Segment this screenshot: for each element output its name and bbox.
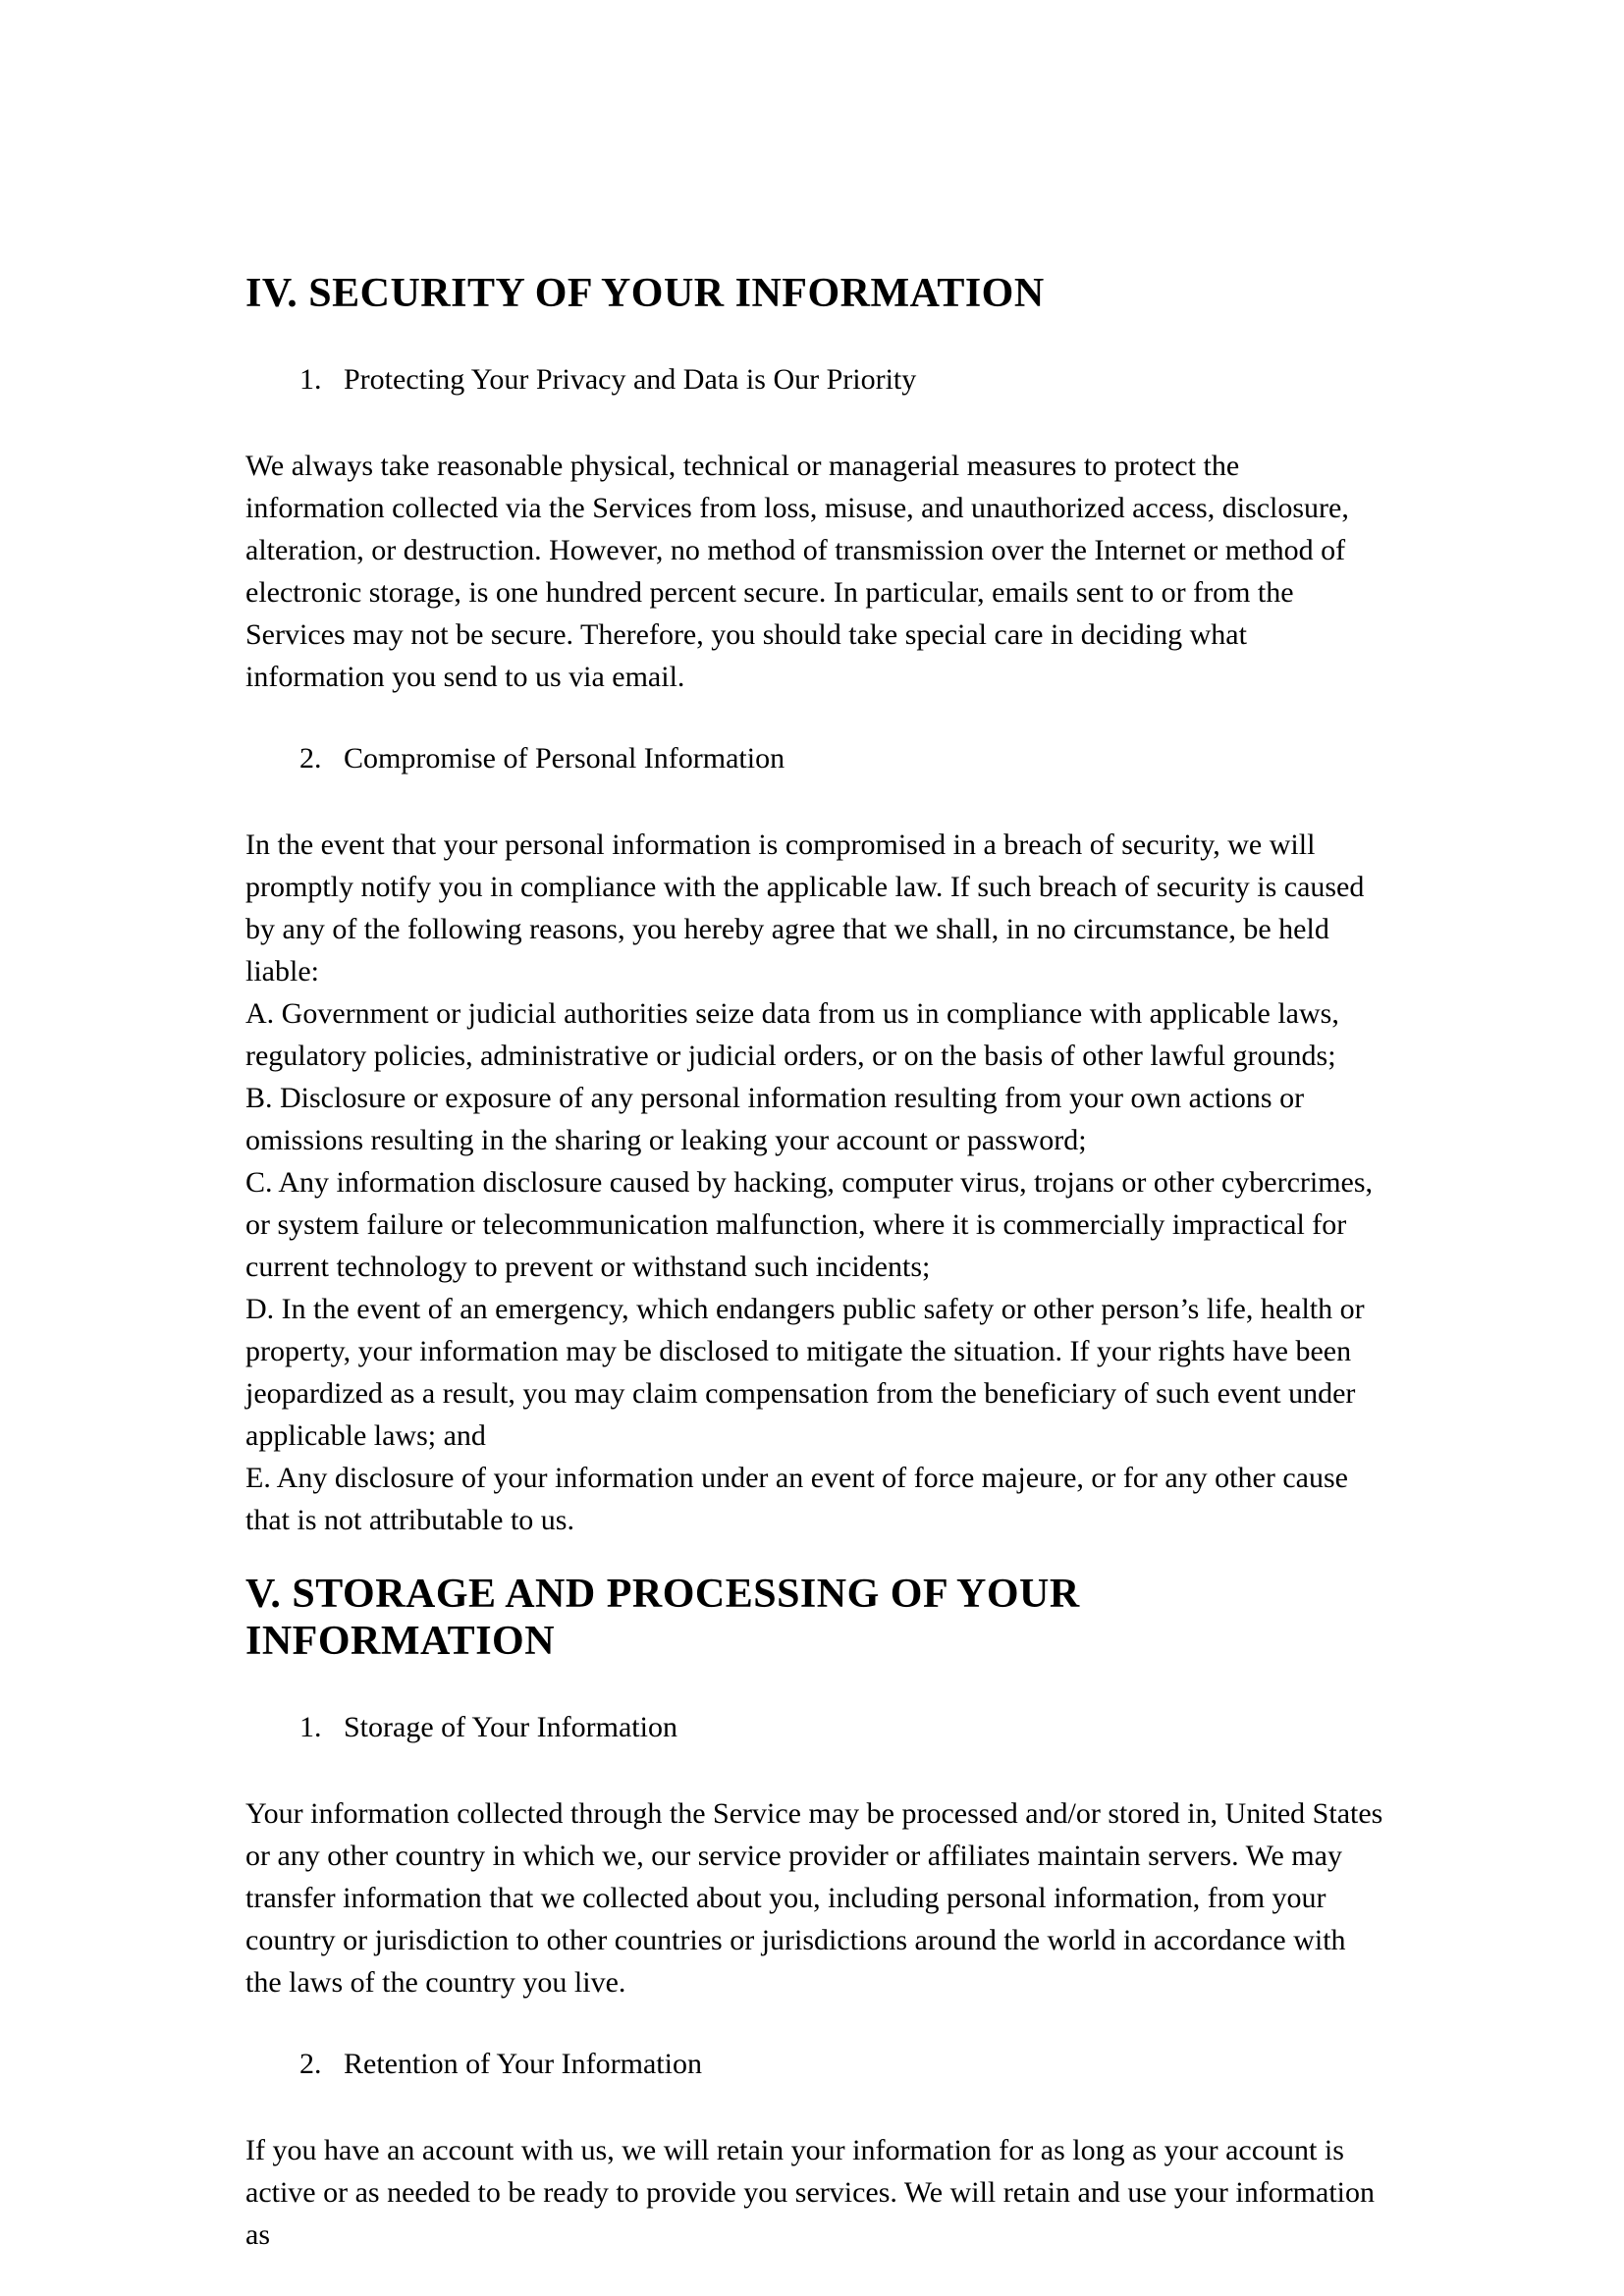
list-item-number: 1. <box>299 1711 322 1743</box>
list-item-number: 2. <box>299 742 322 774</box>
clause-e: E. Any disclosure of your information under an event of force majeure, or for any other cause that is not attributable to us. <box>245 1462 1348 1536</box>
list-item-protecting-privacy <box>299 358 1384 400</box>
list-item-label: Retention of Your Information <box>344 2048 702 2080</box>
list-item-label: Storage of Your Information <box>344 1711 677 1743</box>
paragraph-security-measures: We always take reasonable physical, technical or managerial measures to protect the information collected via the Services from loss, misuse, and unauthorized access, disclosure, alteration, or destruction. However, no method of transmission over the Internet or method of electronic storage, is one hundred percent secure. In particular, emails sent to or from the Services may not be secure. Therefore, you should take special care in deciding what information you send to us via email. <box>245 450 1349 693</box>
clause-d: D. In the event of an emergency, which endangers public safety or other person’s life, health or property, your information may be disclosed to mitigate the situation. If your rights have been jeopardized as a result, you may claim compensation from the beneficiary of such event under applicable laws; and <box>245 1293 1365 1452</box>
list-item-number: 1. <box>299 363 322 396</box>
list-item-retention <box>299 2043 1384 2085</box>
list-item-compromise <box>299 737 1384 779</box>
list-item-label: Compromise of Personal Information <box>344 742 785 774</box>
list-item-label: Protecting Your Privacy and Data is Our Priority <box>344 363 917 396</box>
list-item-number: 2. <box>299 2048 322 2080</box>
paragraph-retention: If you have an account with us, we will retain your information for as long as your account is active or as needed to be ready to provide you services. We will retain and use your information as <box>245 2134 1375 2251</box>
liability-block <box>245 824 1384 1541</box>
paragraph-breach-intro: In the event that your personal information is compromised in a breach of security, we will promptly notify you in compliance with the applicable law. If such breach of security is caused by any of the following reasons, you hereby agree that we shall, in no circumstance, be held liable: <box>245 828 1365 988</box>
paragraph-storage: Your information collected through the Service may be processed and/or stored in, United States or any other country in which we, our service provider or affiliates maintain servers. We may transfer information that we collected about you, including personal information, from your country or jurisdiction to other countries or jurisdictions around the world in accordance with the laws of the country you live. <box>245 1797 1383 1999</box>
section-iv-heading: IV. SECURITY OF YOUR INFORMATION <box>245 271 1045 316</box>
clause-b: B. Disclosure or exposure of any personal information resulting from your own actions or omissions resulting in the sharing or leaking your account or password; <box>245 1082 1305 1156</box>
clause-a: A. Government or judicial authorities seize data from us in compliance with applicable laws, regulatory policies, administrative or judicial orders, or on the basis of other lawful grounds; <box>245 997 1339 1072</box>
list-item-storage <box>299 1706 1384 1748</box>
clause-c: C. Any information disclosure caused by hacking, computer virus, trojans or other cybercrimes, or system failure or telecommunication malfunction, where it is commercially impractical for current technology to prevent or withstand such incidents; <box>245 1166 1374 1283</box>
section-v-heading: V. STORAGE AND PROCESSING OF YOUR INFORMATION <box>245 1572 1080 1664</box>
